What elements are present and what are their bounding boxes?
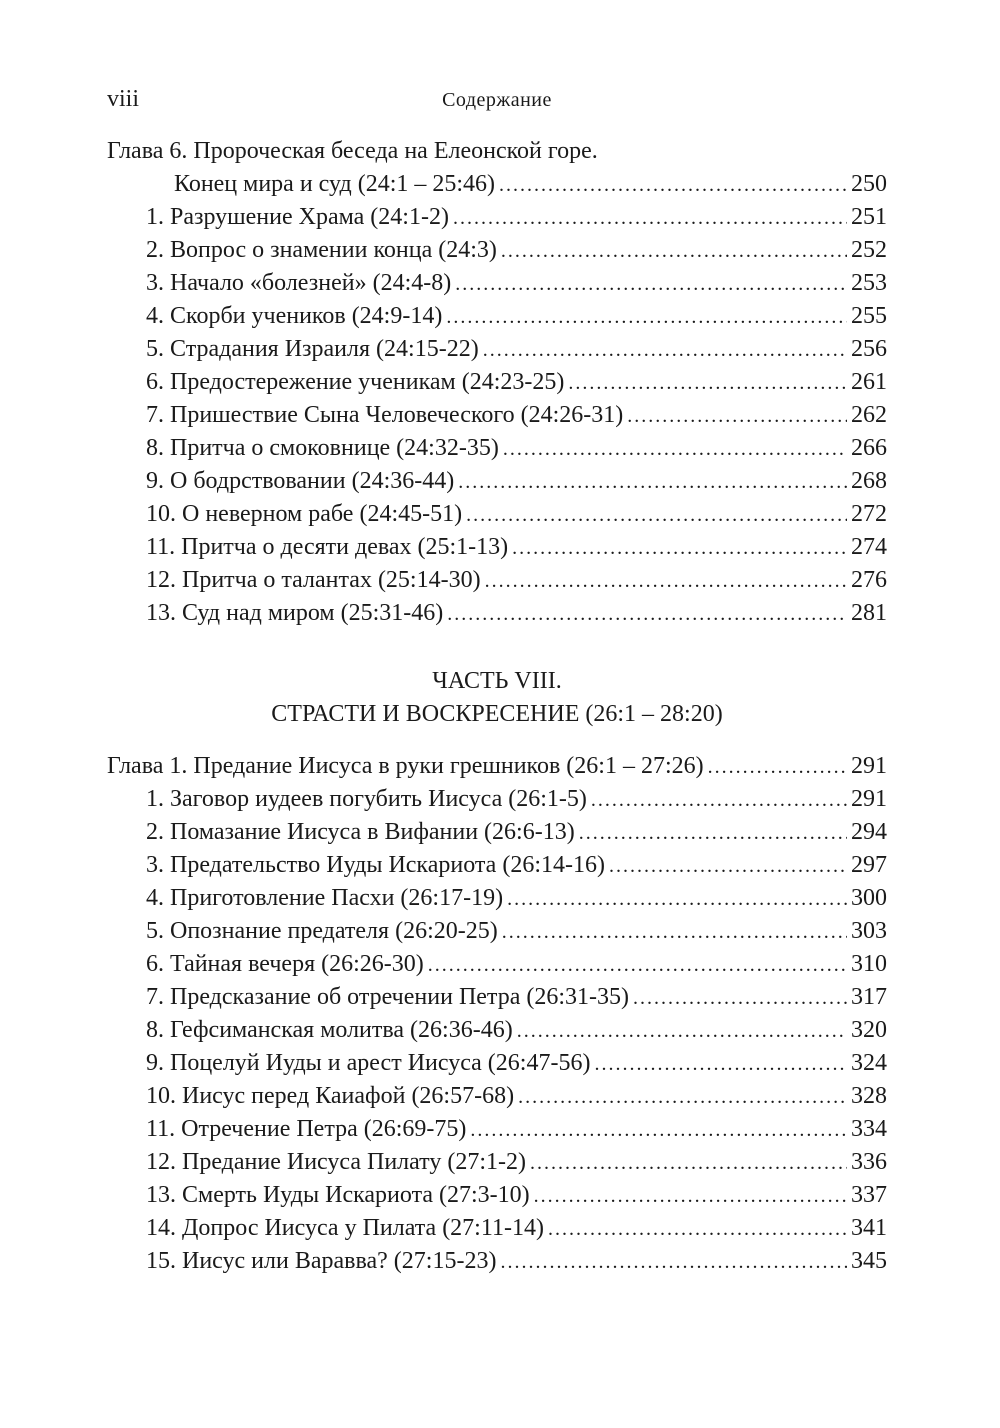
toc-entry[interactable]: [107, 981, 887, 1014]
dot-leader: [530, 1147, 847, 1180]
toc-entry-title: 3. Начало «болезней» (24:4-8): [146, 270, 452, 296]
toc-entry-title: 7. Пришествие Сына Человеческого (24:26-31): [146, 402, 624, 428]
toc-entry-title: 6. Предостережение ученикам (24:23-25): [146, 369, 565, 395]
toc-entry-title: 5. Страдания Израиля (24:15-22): [146, 336, 479, 362]
toc-entry[interactable]: [107, 849, 887, 882]
toc-entry[interactable]: [107, 168, 887, 201]
toc-page-number: 303: [851, 918, 887, 944]
dot-leader: [609, 850, 847, 883]
toc-page-number: 253: [851, 270, 887, 296]
toc-page-number: 310: [851, 951, 887, 977]
toc-list: [107, 783, 887, 1278]
toc-page-number: 266: [851, 435, 887, 461]
dot-leader: [447, 598, 847, 631]
dot-leader: [428, 949, 847, 982]
toc-entry[interactable]: [107, 1047, 887, 1080]
toc-page-number: 255: [851, 303, 887, 329]
toc-entry-title: 1. Разрушение Храма (24:1-2): [146, 204, 449, 230]
toc-entry-title: 11. Отречение Петра (26:69-75): [146, 1116, 467, 1142]
running-head: [107, 86, 887, 116]
chapter-title: Глава 6. Пророческая беседа на Елеонской горе.: [107, 138, 598, 164]
running-title: Содержание: [442, 89, 552, 111]
dot-leader: [708, 751, 847, 784]
toc-chapter-6: [107, 135, 887, 630]
toc-page-number: 252: [851, 237, 887, 263]
toc-entry-title: 14. Допрос Иисуса у Пилата (27:11-14): [146, 1215, 544, 1241]
toc-page-number: 268: [851, 468, 887, 494]
chapter-title-line: [107, 135, 887, 168]
toc-entry-title: 9. Поцелуй Иуды и арест Иисуса (26:47-56): [146, 1050, 591, 1076]
dot-leader: [507, 883, 847, 916]
toc-entry[interactable]: [107, 597, 887, 630]
dot-leader: [470, 1114, 847, 1147]
toc-entry[interactable]: [107, 234, 887, 267]
toc-entry[interactable]: [107, 399, 887, 432]
toc-entry-title: 8. Гефсиманская молитва (26:36-46): [146, 1017, 513, 1043]
toc-entry-title: 10. Иисус перед Каиафой (26:57-68): [146, 1083, 515, 1109]
toc-entry-title: 15. Иисус или Варавва? (27:15-23): [146, 1248, 497, 1274]
toc-entry[interactable]: [107, 1212, 887, 1245]
toc-page-number: 297: [851, 852, 887, 878]
toc-entry-title: 2. Вопрос о знамении конца (24:3): [146, 237, 497, 263]
toc-entry[interactable]: [107, 816, 887, 849]
toc-entry-title: 13. Смерть Иуды Искариота (27:3-10): [146, 1182, 530, 1208]
toc-entry-title: 1. Заговор иудеев погубить Иисуса (26:1-5): [146, 786, 587, 812]
dot-leader: [512, 532, 847, 565]
toc-entry-title: 8. Притча о смоковнице (24:32-35): [146, 435, 499, 461]
toc-page-number: 334: [851, 1116, 887, 1142]
toc-page-number: 341: [851, 1215, 887, 1241]
dot-leader: [446, 301, 847, 334]
toc-entry[interactable]: [107, 1113, 887, 1146]
dot-leader: [503, 433, 847, 466]
toc-chapter-1: [107, 750, 887, 1278]
toc-page-number: 300: [851, 885, 887, 911]
toc-page-number: 345: [851, 1248, 887, 1274]
toc-entry-title: 9. О бодрствовании (24:36-44): [146, 468, 455, 494]
toc-page-number: 281: [851, 600, 887, 626]
dot-leader: [568, 367, 847, 400]
toc-entry[interactable]: [107, 465, 887, 498]
toc-entry-title: 7. Предсказание об отречении Петра (26:31-35): [146, 984, 629, 1010]
toc-page-number: 262: [851, 402, 887, 428]
dot-leader: [483, 334, 847, 367]
dot-leader: [455, 268, 847, 301]
toc-page-number: 274: [851, 534, 887, 560]
toc-page-number: 336: [851, 1149, 887, 1175]
toc-entry[interactable]: [107, 531, 887, 564]
toc-entry-title: 4. Приготовление Пасхи (26:17-19): [146, 885, 504, 911]
toc-entry-title: 5. Опознание предателя (26:20-25): [146, 918, 498, 944]
part-heading: [107, 665, 887, 731]
dot-leader: [466, 499, 847, 532]
toc-entry-title: 3. Предательство Иуды Искариота (26:14-16): [146, 852, 605, 878]
toc-entry[interactable]: [107, 1179, 887, 1212]
dot-leader: [499, 169, 847, 202]
toc-page-number: 320: [851, 1017, 887, 1043]
toc-entry[interactable]: [107, 1080, 887, 1113]
toc-entry-title: 10. О неверном рабе (24:45-51): [146, 501, 463, 527]
toc-entry[interactable]: [107, 267, 887, 300]
toc-entry[interactable]: [107, 201, 887, 234]
toc-page-number: 251: [851, 204, 887, 230]
toc-entry[interactable]: [107, 498, 887, 531]
chapter-title: Глава 1. Предание Иисуса в руки грешников (26:1 – 27:26): [107, 753, 704, 779]
toc-page-number: 250: [851, 171, 887, 197]
toc-entry-title: 2. Помазание Иисуса в Вифании (26:6-13): [146, 819, 575, 845]
toc-entry-title: 11. Притча о десяти девах (25:1-13): [146, 534, 509, 560]
page-number: viii: [107, 86, 140, 112]
dot-leader: [501, 235, 847, 268]
toc-entry[interactable]: [107, 432, 887, 465]
toc-entry[interactable]: [107, 948, 887, 981]
dot-leader: [453, 202, 847, 235]
toc-list: [107, 201, 887, 630]
chapter-title-cont: Конец мира и суд (24:1 – 25:46): [174, 171, 496, 197]
toc-page-number: 261: [851, 369, 887, 395]
toc-page-number: 256: [851, 336, 887, 362]
toc-entry-title: 12. Притча о талантах (25:14-30): [146, 567, 481, 593]
toc-page-number: 294: [851, 819, 887, 845]
toc-page-number: 291: [851, 753, 887, 779]
dot-leader: [500, 1246, 847, 1279]
toc-entry-title: 13. Суд над миром (25:31-46): [146, 600, 444, 626]
toc-entry[interactable]: [107, 333, 887, 366]
dot-leader: [502, 916, 847, 949]
dot-leader: [633, 982, 847, 1015]
toc-entry[interactable]: [107, 915, 887, 948]
toc-entry[interactable]: [107, 300, 887, 333]
toc-page-number: 337: [851, 1182, 887, 1208]
dot-leader: [579, 817, 847, 850]
toc-entry-title: 4. Скорби учеников (24:9-14): [146, 303, 443, 329]
toc-page-number: 272: [851, 501, 887, 527]
dot-leader: [627, 400, 847, 433]
toc-entry[interactable]: [107, 783, 887, 816]
toc-entry-title: 6. Тайная вечеря (26:26-30): [146, 951, 424, 977]
dot-leader: [517, 1015, 847, 1048]
toc-entry[interactable]: [107, 1146, 887, 1179]
toc-page-number: 317: [851, 984, 887, 1010]
toc-entry-title: 12. Предание Иисуса Пилату (27:1-2): [146, 1149, 526, 1175]
toc-page-number: 324: [851, 1050, 887, 1076]
toc-page-number: 328: [851, 1083, 887, 1109]
part-heading-number: ЧАСТЬ VIII.: [432, 668, 562, 694]
part-heading-title: СТРАСТИ И ВОСКРЕСЕНИЕ (26:1 – 28:20): [271, 701, 723, 727]
toc-entry[interactable]: [107, 366, 887, 399]
dot-leader: [548, 1213, 847, 1246]
toc-entry[interactable]: [107, 750, 887, 783]
dot-leader: [534, 1180, 847, 1213]
dot-leader: [518, 1081, 847, 1114]
toc-entry[interactable]: [107, 882, 887, 915]
toc-page-number: 276: [851, 567, 887, 593]
toc-page-number: 291: [851, 786, 887, 812]
dot-leader: [591, 784, 847, 817]
dot-leader: [458, 466, 847, 499]
toc-entry[interactable]: [107, 564, 887, 597]
dot-leader: [485, 565, 847, 598]
toc-entry[interactable]: [107, 1014, 887, 1047]
toc-entry[interactable]: [107, 1245, 887, 1278]
dot-leader: [594, 1048, 847, 1081]
